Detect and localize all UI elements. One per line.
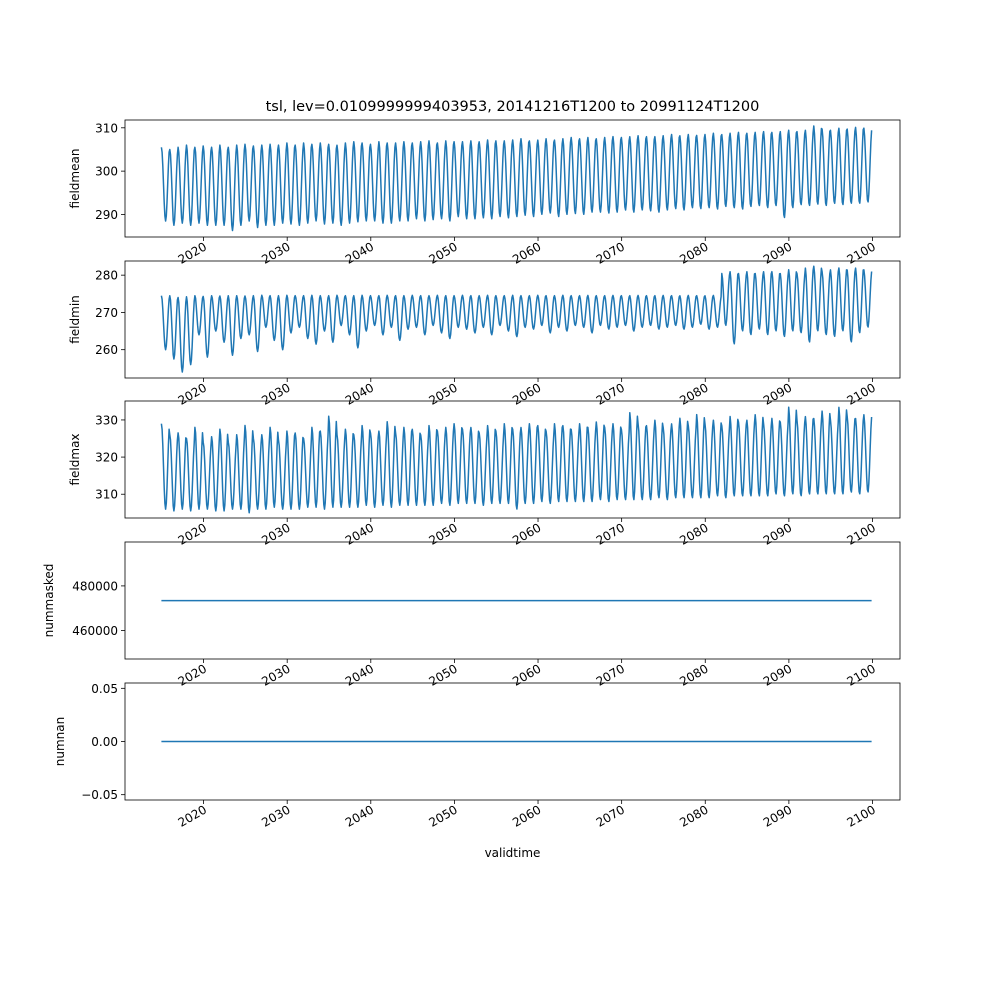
x-tick-label: 2040 — [342, 661, 377, 689]
y-tick-label: 260 — [95, 343, 118, 358]
subplot-fieldmin — [68, 261, 900, 408]
subplot-numnan — [53, 682, 900, 830]
x-tick-label: 2040 — [342, 380, 377, 408]
x-tick-label: 2070 — [593, 239, 628, 267]
y-axis-label: fieldmax — [68, 433, 82, 486]
x-axis-label: validtime — [484, 846, 541, 860]
x-tick-label: 2020 — [175, 802, 210, 830]
y-axis-label: nummasked — [42, 563, 56, 638]
chart-title: tsl, lev=0.0109999999403953, 20141216T1200 to 20991124T1200 — [265, 99, 760, 115]
x-tick-label: 2090 — [760, 520, 795, 548]
x-tick-label: 2020 — [175, 661, 210, 689]
x-tick-label: 2040 — [342, 520, 377, 548]
subplot-fieldmean — [68, 120, 900, 267]
x-tick-label: 2030 — [259, 661, 293, 689]
x-tick-label: 2020 — [175, 520, 210, 548]
x-tick-label: 2030 — [259, 380, 293, 408]
series-line-fieldmean — [161, 126, 871, 231]
x-tick-label: 2070 — [593, 520, 628, 548]
y-tick-label: 330 — [95, 413, 118, 428]
x-tick-label: 2080 — [677, 239, 711, 267]
x-tick-label: 2050 — [426, 661, 460, 689]
y-tick-label: 0.00 — [91, 735, 118, 749]
y-tick-label: 280 — [95, 268, 118, 283]
x-tick-label: 2080 — [677, 520, 711, 548]
y-tick-label: 310 — [95, 121, 118, 136]
x-tick-label: 2050 — [426, 802, 460, 830]
x-tick-label: 2090 — [760, 661, 795, 689]
y-tick-label: 480000 — [72, 579, 118, 594]
x-tick-label: 2040 — [342, 239, 377, 267]
x-tick-label: 2060 — [510, 802, 544, 830]
y-axis-label: fieldmean — [68, 148, 82, 209]
subplots — [42, 120, 900, 830]
series-line-fieldmin — [161, 266, 871, 372]
x-tick-label: 2050 — [426, 239, 460, 267]
y-tick-label: 0.05 — [91, 681, 118, 696]
x-tick-label: 2030 — [259, 802, 293, 830]
subplot-fieldmax — [68, 401, 900, 548]
y-tick-label: 300 — [95, 164, 118, 179]
x-tick-label: 2070 — [593, 380, 628, 408]
x-tick-label: 2030 — [259, 520, 293, 548]
series-line-fieldmax — [161, 407, 871, 513]
y-tick-label: 290 — [95, 207, 118, 222]
x-tick-label: 2050 — [426, 520, 460, 548]
x-tick-label: 2090 — [760, 239, 795, 267]
x-tick-label: 2060 — [510, 520, 544, 548]
x-tick-label: 2100 — [844, 239, 878, 267]
x-tick-label: 2090 — [760, 802, 795, 830]
y-axis-label: fieldmin — [68, 295, 82, 344]
x-tick-label: 2100 — [844, 802, 878, 830]
x-tick-label: 2090 — [760, 380, 795, 408]
y-tick-label: 460000 — [72, 623, 118, 638]
x-tick-label: 2030 — [259, 239, 293, 267]
x-tick-label: 2060 — [510, 239, 544, 267]
y-tick-label: 320 — [95, 450, 118, 465]
y-axis-label: numnan — [53, 716, 67, 767]
x-tick-label: 2080 — [677, 802, 711, 830]
x-tick-label: 2020 — [175, 239, 210, 267]
y-tick-label: −0.05 — [81, 788, 118, 803]
x-tick-label: 2070 — [593, 802, 628, 830]
x-tick-label: 2070 — [593, 661, 628, 689]
x-tick-label: 2060 — [510, 661, 544, 689]
x-tick-label: 2040 — [342, 802, 377, 830]
x-tick-label: 2080 — [677, 380, 711, 408]
y-tick-label: 270 — [95, 305, 118, 320]
x-tick-label: 2100 — [844, 520, 878, 548]
subplot-nummasked — [42, 542, 900, 689]
x-tick-label: 2080 — [677, 661, 711, 689]
x-tick-label: 2020 — [175, 380, 210, 408]
x-tick-label: 2050 — [426, 380, 460, 408]
y-tick-label: 310 — [95, 487, 118, 502]
x-tick-label: 2060 — [510, 380, 544, 408]
x-tick-label: 2100 — [844, 380, 878, 408]
axes-frame — [125, 261, 900, 378]
x-tick-label: 2100 — [844, 661, 878, 689]
